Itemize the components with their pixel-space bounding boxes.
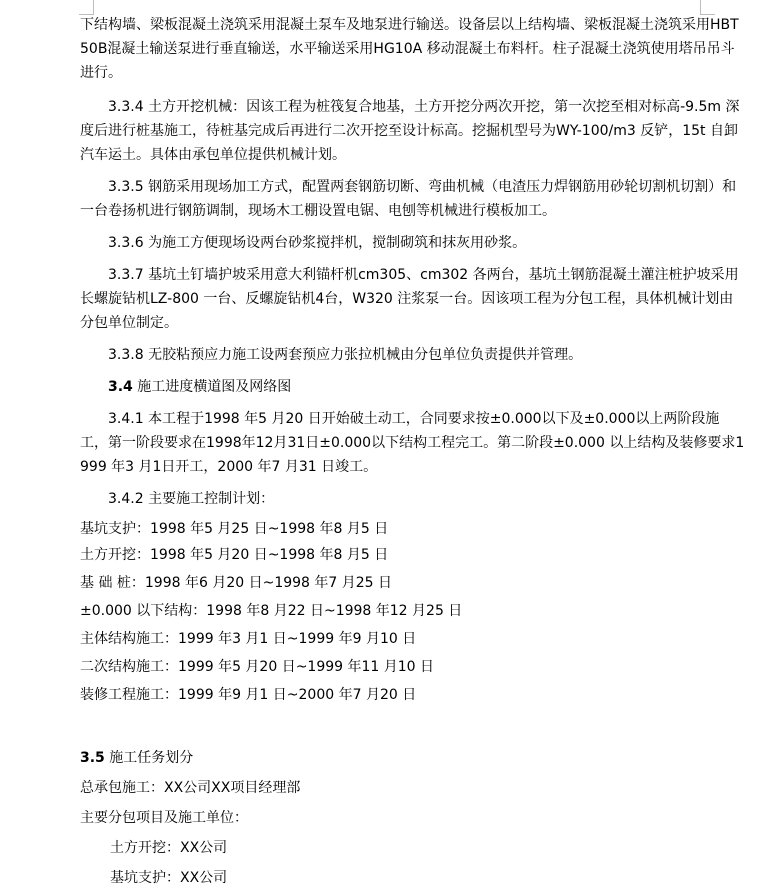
section-3-5 xyxy=(80,743,746,893)
paragraph-3-4-1: 3.4.1 本工程于1998 年5 月20 日开始破土动工，合同要求按±0.000以下及±0.000以上两阶段施工，第一阶段要求在1998年12月31日±0.000以下结构工程完工。第二阶段±0.000 以上结构及装修要求1999 年3 月1日开工，2000 年7 月31 日竣工。 xyxy=(80,411,745,475)
subcontract-item: 基坑支护：XX公司 xyxy=(110,870,228,886)
section-heading-3-5 xyxy=(80,743,746,773)
subcontract-list xyxy=(80,833,746,893)
section-title-3-4: 施工进度横道图及网络图 xyxy=(132,379,292,395)
paragraph-3-3-5: 3.3.5 钢筋采用现场加工方式，配置两套钢筋切断、弯曲机械（电渣压力焊钢筋用砂轮切割机切割）和一台卷扬机进行钢筋调制，现场木工棚设置电锯、电刨等机械进行模板加工。 xyxy=(80,179,737,219)
schedule-item: 二次结构施工：1999 年5 月20 日~1999 年11 月10 日 xyxy=(80,659,435,675)
schedule-item: 主体结构施工：1999 年3 月1 日~1999 年9 月10 日 xyxy=(80,631,417,647)
schedule-list xyxy=(80,517,746,709)
paragraph-3-3-7: 3.3.7 基坑土钉墙护坡采用意大利锚杆机cm305、cm302 各两台，基坑土钢筋混凝土灌注桩护坡采用长螺旋钻机LZ-800 一台、反螺旋钻机4台，W320 注浆泵一台。因该项工程为分包工程，具体机械计划由分包单位制定。 xyxy=(80,267,739,331)
section-number-3-5: 3.5 xyxy=(80,750,105,766)
paragraph-3-4-2: 3.4.2 主要施工控制计划： xyxy=(108,491,275,507)
paragraph-3-3-4: 3.3.4 土方开挖机械：因该工程为桩筏复合地基，土方开挖分两次开挖，第一次挖至相对标高-9.5m 深度后进行桩基施工，待桩基完成后再进行二次开挖至设计标高。挖掘机型号为WY-100/m3 反铲，15t 自卸汽车运土。具体由承包单位提供机械计划。 xyxy=(80,99,740,163)
subcontract-item: 土方开挖：XX公司 xyxy=(110,840,228,856)
section-heading-3-4 xyxy=(80,375,746,399)
section-title-3-5: 施工任务划分 xyxy=(104,750,194,766)
schedule-item: 基坑支护：1998 年5 月25 日~1998 年8 月5 日 xyxy=(80,521,389,537)
section-number-3-4: 3.4 xyxy=(108,379,133,395)
schedule-item: ±0.000 以下结构：1998 年8 月22 日~1998 年12 月25 日 xyxy=(80,603,463,619)
schedule-item: 基 础 桩：1998 年6 月20 日~1998 年7 月25 日 xyxy=(80,575,393,591)
schedule-item: 土方开挖：1998 年5 月20 日~1998 年8 月5 日 xyxy=(80,547,389,563)
paragraph-3-3-6: 3.3.6 为施工方便现场设两台砂浆搅拌机，搅制砌筑和抹灰用砂浆。 xyxy=(108,235,527,251)
schedule-item: 装修工程施工：1999 年9 月1 日~2000 年7 月20 日 xyxy=(80,687,417,703)
paragraph-concrete-pumping: 下结构墙、梁板混凝土浇筑采用混凝土泵车及地泵进行输送。设备层以上结构墙、梁板混凝土浇筑采用HBT50B混凝土输送泵进行垂直输送，水平输送采用HG10A 移动混凝土布料杆。柱子混凝土浇筑使用塔吊吊斗进行。 xyxy=(80,17,739,81)
paragraph-3-3-8: 3.3.8 无胶粘预应力施工设两套预应力张拉机械由分包单位负责提供并管理。 xyxy=(108,347,583,363)
general-contractor-line: 总承包施工：XX公司XX项目经理部 xyxy=(80,780,301,796)
subcontract-title: 主要分包项目及施工单位： xyxy=(80,810,248,826)
document-page xyxy=(80,13,746,893)
